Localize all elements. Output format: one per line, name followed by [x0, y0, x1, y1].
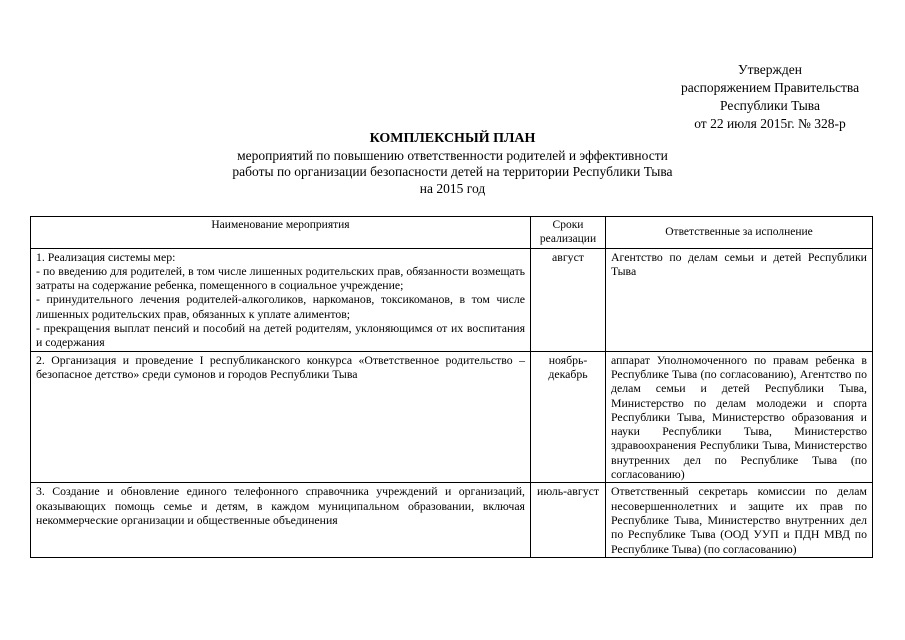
activity-name-cell	[31, 248, 531, 351]
activity-text: - принудительного лечения родителей-алкоголиков, наркоманов, токсикоманов, в том числе лишенных родительских прав, обязанных к уплате алиментов;	[36, 292, 525, 321]
document-subtitle-2: работы по организации безопасности детей на территории Республики Тыва	[232, 164, 673, 179]
responsible-cell: Агентство по делам семьи и детей Республики Тыва	[606, 248, 873, 351]
header-term: Сроки реализации	[531, 217, 606, 249]
activity-name-cell	[31, 483, 531, 557]
activity-text: 1. Реализация системы мер:	[36, 249, 176, 264]
header-activity-name: Наименование мероприятия	[31, 217, 531, 249]
activity-text: 2. Организация и проведение I республиканского конкурса «Ответственное родительство – безопасное детство» среди сумонов и городов Республики Тыва	[36, 352, 525, 381]
table-header-row	[31, 217, 873, 249]
activity-name-cell	[31, 351, 531, 483]
document-subtitle-3: на 2015 год	[419, 180, 486, 196]
activity-text: - прекращения выплат пенсий и пособий на детей родителям, уклоняющимся от их воспитания и содержания	[36, 321, 525, 350]
plan-table	[30, 216, 873, 558]
document-subtitle-1: мероприятий по повышению ответственности родителей и эффективности	[237, 147, 668, 163]
document-title: КОМПЛЕКСНЫЙ ПЛАН	[369, 131, 536, 146]
approval-line-order: распоряжением Правительства	[680, 80, 860, 95]
table-row	[31, 248, 873, 351]
term-cell: ноябрь-декабрь	[531, 351, 606, 483]
activity-text: - по введению для родителей, в том числе лишенных родительских прав, обязанности возмещать затраты на содержание ребенка, помещенного в социальное учреждение;	[36, 263, 525, 293]
term-cell: июль-август	[531, 483, 606, 557]
activity-text: 3. Создание и обновление единого телефонного справочника учреждений и организаций, оказывающих помощь семье и детям, в каждом муниципальном образовании, включая некоммерческие организации и общественные объединения	[36, 484, 525, 527]
header-responsible: Ответственные за исполнение	[606, 217, 873, 249]
table-row	[31, 483, 873, 557]
responsible-cell: аппарат Уполномоченного по правам ребенка в Республике Тыва (по согласованию), Агентство по делам семьи и детей Республики Тыва, Министерство по делам молодежи и спорта Республики Тыва, Министерство образования и науки Республики Тыва, Министерство здравоохранения Республики Тыва, Министерство внутренних дел по Республике Тыва (по согласованию)	[606, 351, 873, 483]
table-row	[31, 351, 873, 483]
approval-line-republic: Республики Тыва	[720, 98, 820, 113]
approval-line-date: от 22 июля 2015г. № 328-р	[694, 116, 846, 131]
approval-line-approved: Утвержден	[738, 62, 802, 77]
document-title-block	[0, 131, 905, 197]
responsible-cell: Ответственный секретарь комиссии по делам несовершеннолетних и защите их прав по Республике Тыва, Министерство внутренних дел по Республике Тыва (ООД УУП и ПДН МВД по Республике Тыва) (по согласованию)	[606, 483, 873, 557]
approval-stamp	[640, 61, 900, 133]
term-cell: август	[531, 248, 606, 351]
